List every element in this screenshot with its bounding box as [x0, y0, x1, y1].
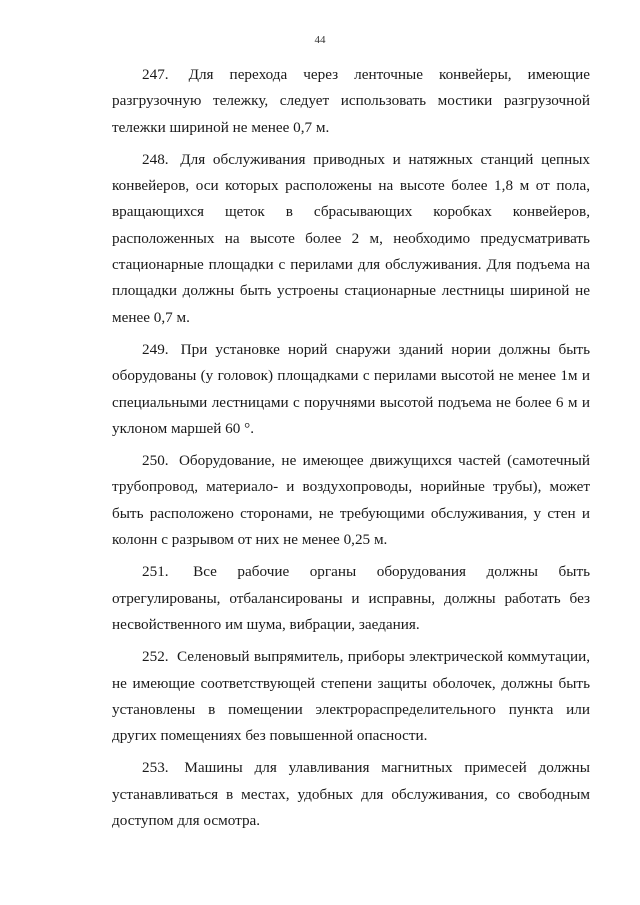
paragraph-number: 251. [142, 563, 169, 581]
paragraph-248 [112, 147, 590, 331]
paragraph-249 [112, 337, 590, 442]
paragraph-text: Для обслуживания приводных и натяжных станций цепных конвейеров, оси которых расположены на высоте более 1,8 м от пола, вращающихся щеток в сбрасывающих коробках конвейеров, расположенных на высоте более 2 м, необходимо предусматривать стационарные площадки с перилами для обслуживания. Для подъема на площадки должны быть устроены стационарные лестницы шириной не менее 0,7 м. [112, 150, 590, 326]
paragraph-252 [112, 644, 590, 749]
document-body [112, 62, 590, 840]
paragraph-number: 249. [142, 340, 169, 358]
paragraph-number: 248. [142, 150, 169, 168]
paragraph-text: Для перехода через ленточные конвейеры, имеющие разгрузочную тележку, следует использовать мостики разгрузочной тележки шириной не менее 0,7 м. [112, 66, 591, 136]
paragraph-247 [112, 62, 590, 141]
paragraph-251 [112, 559, 590, 638]
paragraph-253 [112, 755, 590, 834]
paragraph-number: 247. [142, 66, 169, 83]
paragraph-250 [112, 448, 590, 553]
paragraph-text: Машины для улавливания магнитных примесей должны устанавливаться в местах, удобных для обслуживания, со свободным доступом для осмотра. [112, 759, 591, 830]
paragraph-text: Селеновый выпрямитель, приборы электрической коммутации, не имеющие соответствующей степени защиты оболочек, должны быть установлены в помещении электрораспределительного пункта или других помещениях без повышенной опасности. [112, 648, 591, 745]
paragraph-text: Все рабочие органы оборудования должны быть отрегулированы, отбалансированы и исправны, должны работать без несвойственного им шума, вибрации, заедания. [112, 563, 591, 633]
paragraph-text: При установке норий снаружи зданий нории должны быть оборудованы (у головок) площадками с перилами высотой не менее 1м и специальными лестницами с поручнями высотой подъема не более 6 м и уклоном маршей 60 °. [112, 340, 590, 437]
paragraph-number: 252. [142, 648, 169, 666]
paragraph-number: 253. [142, 759, 169, 777]
paragraph-number: 250. [142, 452, 169, 470]
page-number: 44 [314, 34, 326, 46]
paragraph-text: Оборудование, не имеющее движущихся частей (самотечный трубопровод, материало- и воздухопроводы, норийные трубы), может быть расположено сторонами, не требующими обслуживания, у стен и колонн с разрывом от них не менее 0,25 м. [112, 452, 590, 549]
